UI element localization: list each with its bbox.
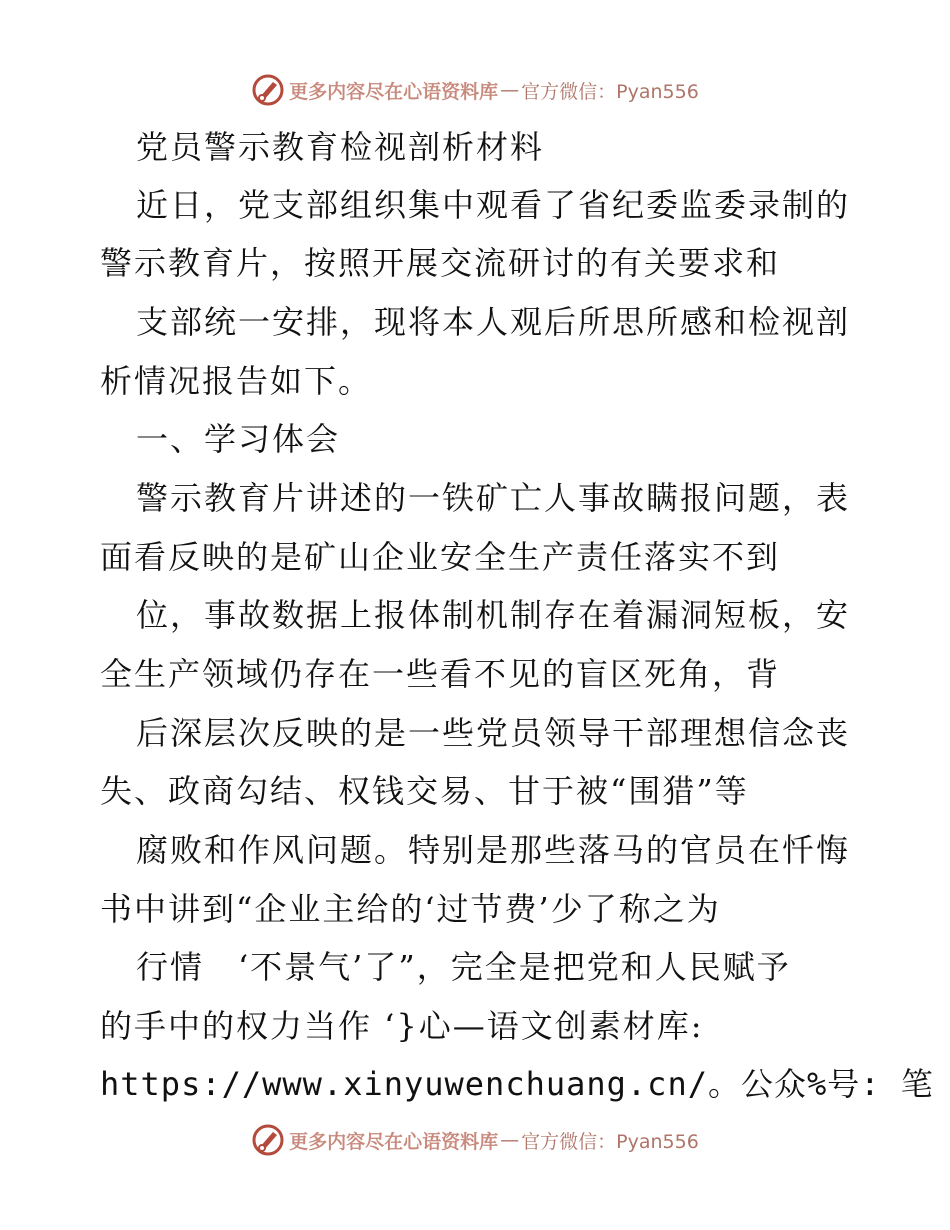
paragraph-line: 析情况报告如下。	[100, 362, 373, 400]
banner-contact: 官方微信：Pyan556	[521, 1130, 699, 1153]
header-watermark-banner	[0, 70, 950, 110]
paragraph-line-url: https://www.xinyuwenchuang.cn/。公众%号: 笔	[100, 1065, 934, 1103]
paragraph-line: 后深层次反映的是一些党员领导干部理想信念丧	[136, 714, 851, 752]
logo-icon	[251, 73, 285, 107]
paragraph-line: 警示教育片，按照开展交流研讨的有关要求和	[100, 244, 781, 282]
paragraph-line: 书中讲到“企业主给的‘过节费’少了称之为	[100, 890, 721, 928]
paragraph-line: 支部统一安排，现将本人观后所思所感和检视剖	[136, 303, 851, 341]
logo-icon	[251, 1123, 285, 1157]
paragraph-line: 全生产领域仍存在一些看不见的盲区死角，背	[100, 655, 781, 693]
paragraph-line: 腐败和作风问题。特别是那些落马的官员在忏悔	[136, 831, 851, 869]
paragraph-line: 的手中的权力当作 ‘}心—语文创素材库:	[100, 1007, 704, 1045]
banner-contact: 官方微信：Pyan556	[521, 80, 699, 103]
banner-dash: —	[500, 1129, 520, 1151]
paragraph-line: 位，事故数据上报体制机制存在着漏洞短板，安	[136, 596, 851, 634]
banner-text: 更多内容尽在心语资料库	[289, 1130, 499, 1153]
banner-dash: —	[500, 79, 520, 101]
paragraph-line: 近日，党支部组织集中观看了省纪委监委录制的	[136, 186, 851, 224]
document-title: 党员警示教育检视剖析材料	[136, 128, 545, 166]
footer-watermark-banner	[0, 1120, 950, 1160]
paragraph-line: 行情 ‘不景气’了”，完全是把党和人民赋予	[136, 948, 791, 986]
paragraph-line: 面看反映的是矿山企业安全生产责任落实不到	[100, 538, 781, 576]
section-heading: 一、学习体会	[136, 420, 341, 458]
paragraph-line: 失、政商勾结、权钱交易、甘于被“围猎”等	[100, 772, 749, 810]
paragraph-line: 警示教育片讲述的一铁矿亡人事故瞒报问题，表	[136, 479, 851, 517]
banner-text: 更多内容尽在心语资料库	[289, 80, 499, 103]
